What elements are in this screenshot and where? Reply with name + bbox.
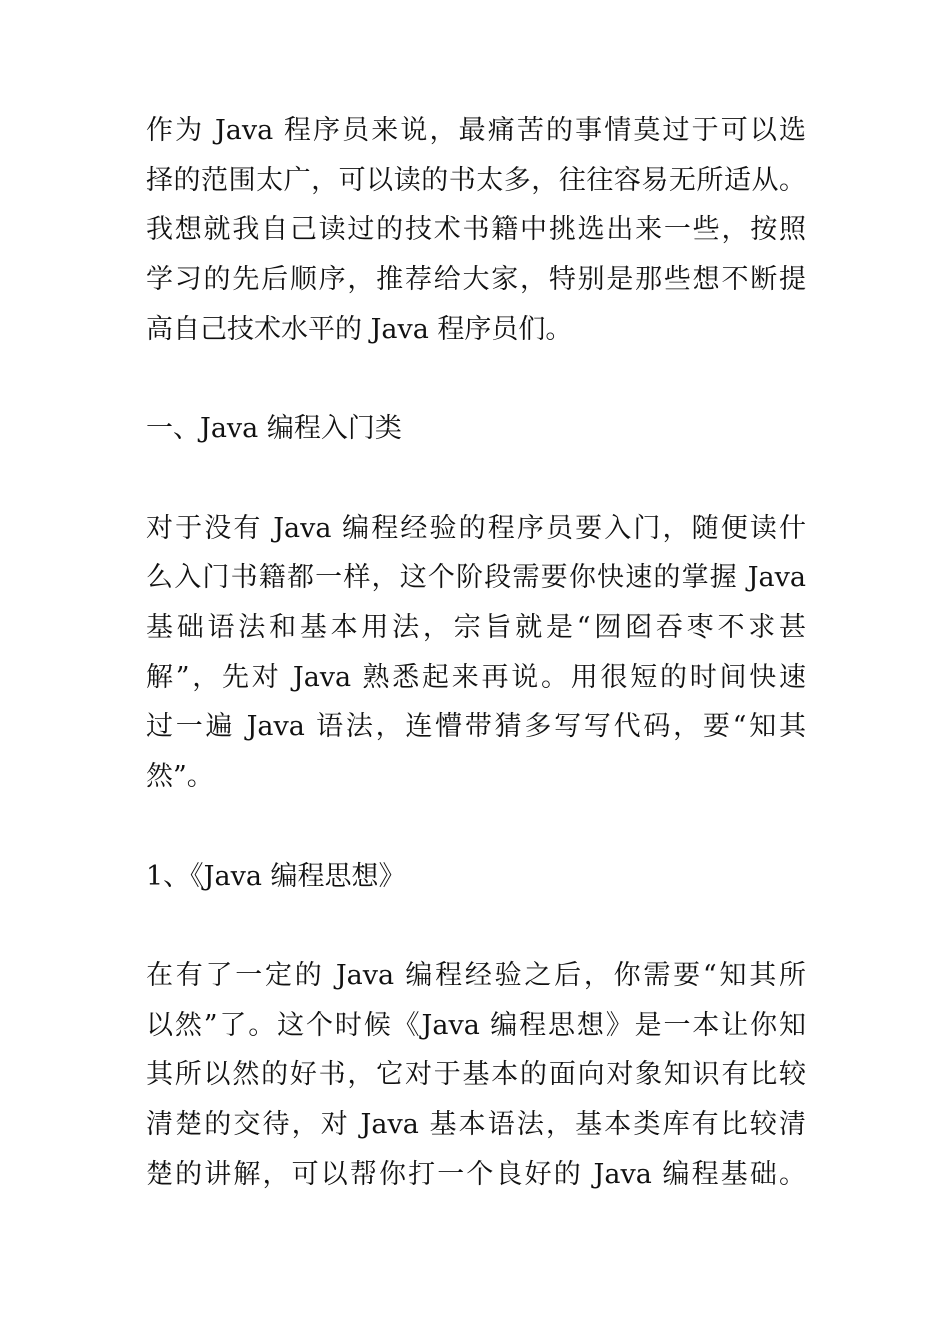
book1-line-4: 清楚的交待，对 Java 基本语法，基本类库有比较清: [146, 1109, 806, 1140]
section1-line-2: 么入门书籍都一样，这个阶段需要你快速的掌握 Java: [146, 562, 806, 593]
intro-line-4: 学习的先后顺序，推荐给大家，特别是那些想不断提: [146, 264, 806, 295]
section1-line-5: 过一遍 Java 语法，连懵带猜多写写代码，要“知其: [146, 711, 806, 742]
section1-line-1: 对于没有 Java 编程经验的程序员要入门，随便读什: [146, 513, 806, 544]
intro-line-3: 我想就我自己读过的技术书籍中挑选出来一些，按照: [146, 214, 806, 245]
section1-line-6: 然”。: [146, 761, 214, 792]
section1-line-4: 解”，先对 Java 熟悉起来再说。用很短的时间快速: [146, 662, 806, 693]
book1-line-2: 以然”了。这个时候《Java 编程思想》是一本让你知: [146, 1010, 806, 1041]
intro-line-5: 高自己技术水平的 Java 程序员们。: [146, 314, 573, 345]
book1-line-3: 其所以然的好书，它对于基本的面向对象知识有比较: [146, 1059, 806, 1090]
intro-line-2: 择的范围太广，可以读的书太多，往往容易无所适从。: [146, 165, 806, 196]
intro-line-1: 作为 Java 程序员来说，最痛苦的事情莫过于可以选: [146, 115, 806, 146]
book-heading-thinking-in-java: 1、《Java 编程思想》: [146, 861, 406, 892]
book1-line-5: 楚的讲解，可以帮你打一个良好的 Java 编程基础。: [146, 1159, 806, 1190]
section-heading-intro-books: 一、Java 编程入门类: [146, 413, 402, 444]
section1-line-3: 基础语法和基本用法，宗旨就是“囫囵吞枣不求甚: [146, 612, 806, 643]
book1-line-1: 在有了一定的 Java 编程经验之后，你需要“知其所: [146, 960, 806, 991]
